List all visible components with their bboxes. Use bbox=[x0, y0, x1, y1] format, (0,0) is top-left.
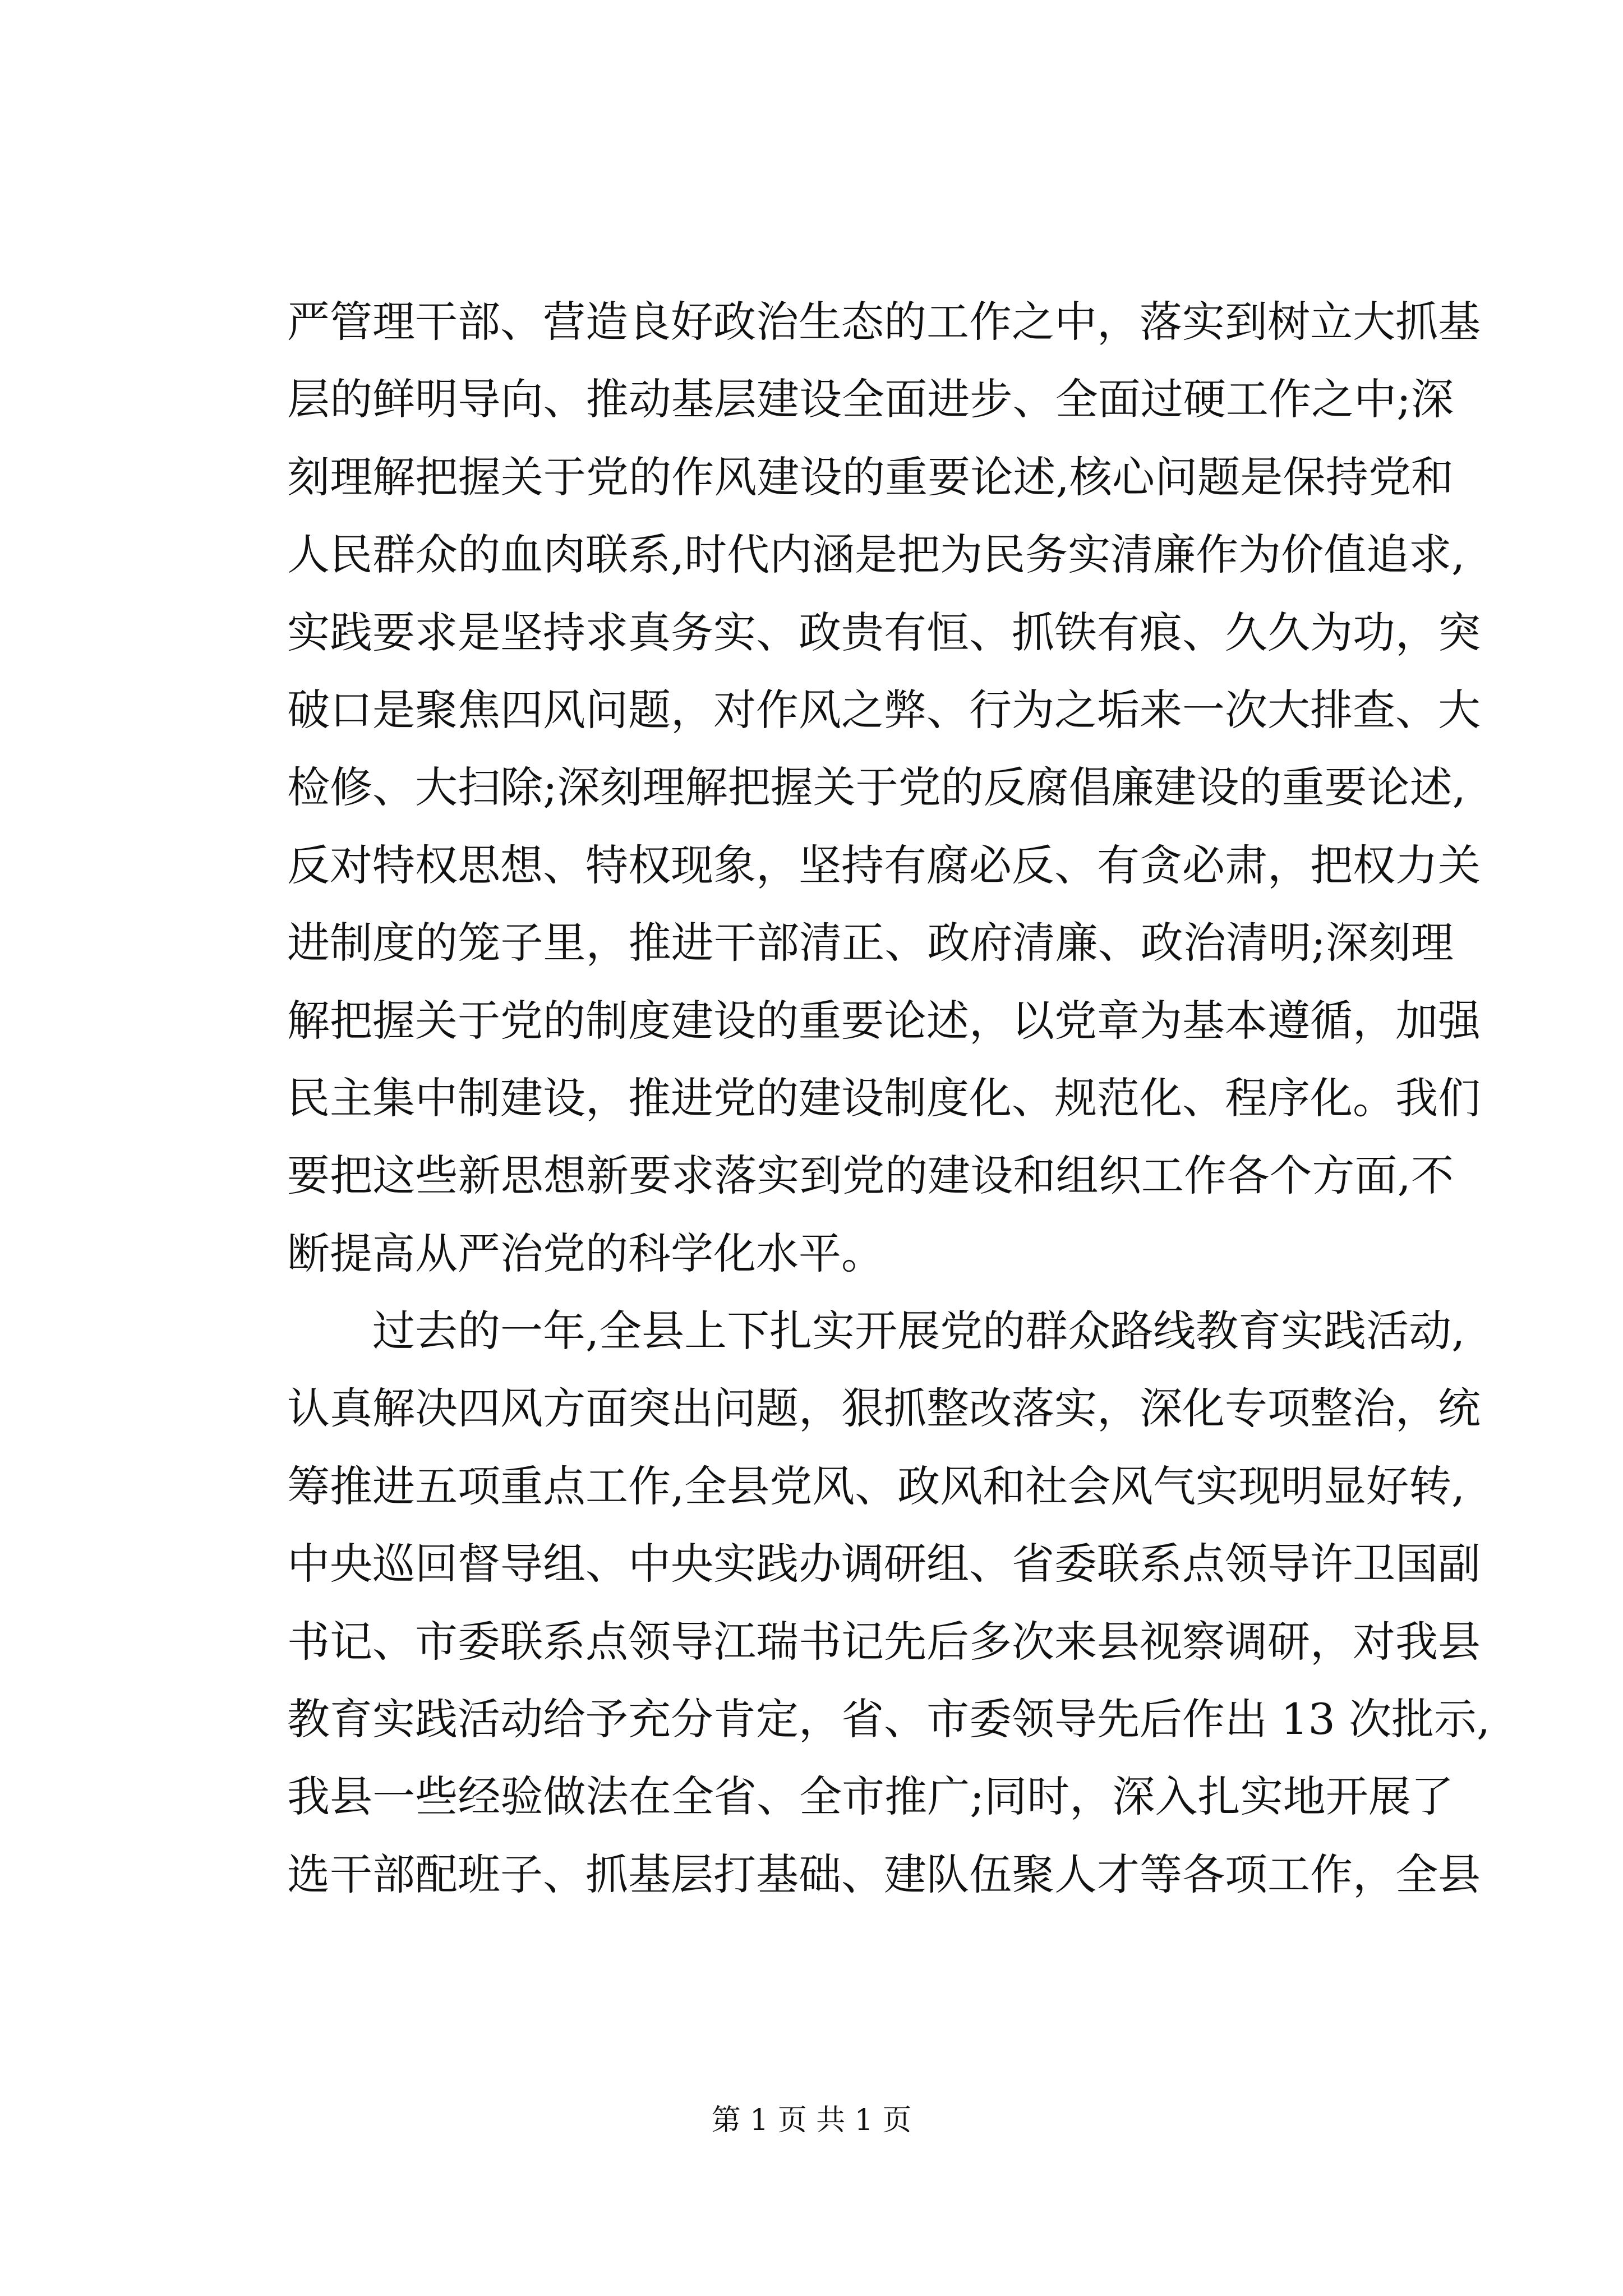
text-line: 实践要求是坚持求真务实、政贵有恒、抓铁有痕、久久为功，突 bbox=[287, 607, 1481, 657]
text-line: 选干部配班子、抓基层打基础、建队伍聚人才等各项工作，全县 bbox=[287, 1849, 1481, 1899]
text-line: 教育实践活动给予充分肯定，省、市委领导先后作出 13 次批示, bbox=[287, 1694, 1491, 1745]
text-line: 严管理干部、营造良好政治生态的工作之中，落实到树立大抓基 bbox=[287, 297, 1481, 347]
body-text bbox=[287, 283, 1491, 1913]
text-line: 认真解决四风方面突出问题，狠抓整改落实，深化专项整治，统 bbox=[287, 1383, 1481, 1434]
text-line: 人民群众的血肉联系,时代内涵是把为民务实清廉作为价值追求, bbox=[287, 530, 1465, 580]
text-line: 要把这些新思想新要求落实到党的建设和组织工作各个方面,不 bbox=[287, 1151, 1454, 1201]
text-line: 进制度的笼子里，推进干部清正、政府清廉、政治清明;深刻理 bbox=[287, 918, 1454, 968]
text-line: 民主集中制建设，推进党的建设制度化、规范化、程序化。我们 bbox=[287, 1073, 1481, 1123]
text-line: 反对特权思想、特权现象，坚持有腐必反、有贪必肃，把权力关 bbox=[287, 840, 1481, 890]
page-number: 第 1 页 共 1 页 bbox=[711, 2104, 912, 2137]
text-line: 筹推进五项重点工作,全县党风、政风和社会风气实现明显好转, bbox=[287, 1461, 1465, 1511]
paragraph-first-line: 过去的一年,全县上下扎实开展党的群众路线教育实践活动, bbox=[372, 1306, 1465, 1356]
text-line: 破口是聚焦四风问题，对作风之弊、行为之垢来一次大排查、大 bbox=[287, 684, 1481, 735]
text-line: 层的鲜明导向、推动基层建设全面进步、全面过硬工作之中;深 bbox=[287, 374, 1454, 425]
text-line: 中央巡回督导组、中央实践办调研组、省委联系点领导许卫国副 bbox=[287, 1539, 1481, 1589]
text-line: 检修、大扫除;深刻理解把握关于党的反腐倡廉建设的重要论述, bbox=[287, 762, 1466, 813]
paragraph-end-line: 断提高从严治党的科学化水平。 bbox=[287, 1228, 884, 1278]
page-footer bbox=[0, 2101, 1623, 2140]
text-line: 解把握关于党的制度建设的重要论述，以党章为基本遵循，加强 bbox=[287, 995, 1481, 1046]
text-line: 我县一些经验做法在全省、全市推广;同时，深入扎实地开展了 bbox=[287, 1772, 1454, 1822]
text-line: 刻理解把握关于党的作风建设的重要论述,核心问题是保持党和 bbox=[287, 452, 1454, 502]
text-line: 书记、市委联系点领导江瑞书记先后多次来县视察调研，对我县 bbox=[287, 1616, 1481, 1667]
